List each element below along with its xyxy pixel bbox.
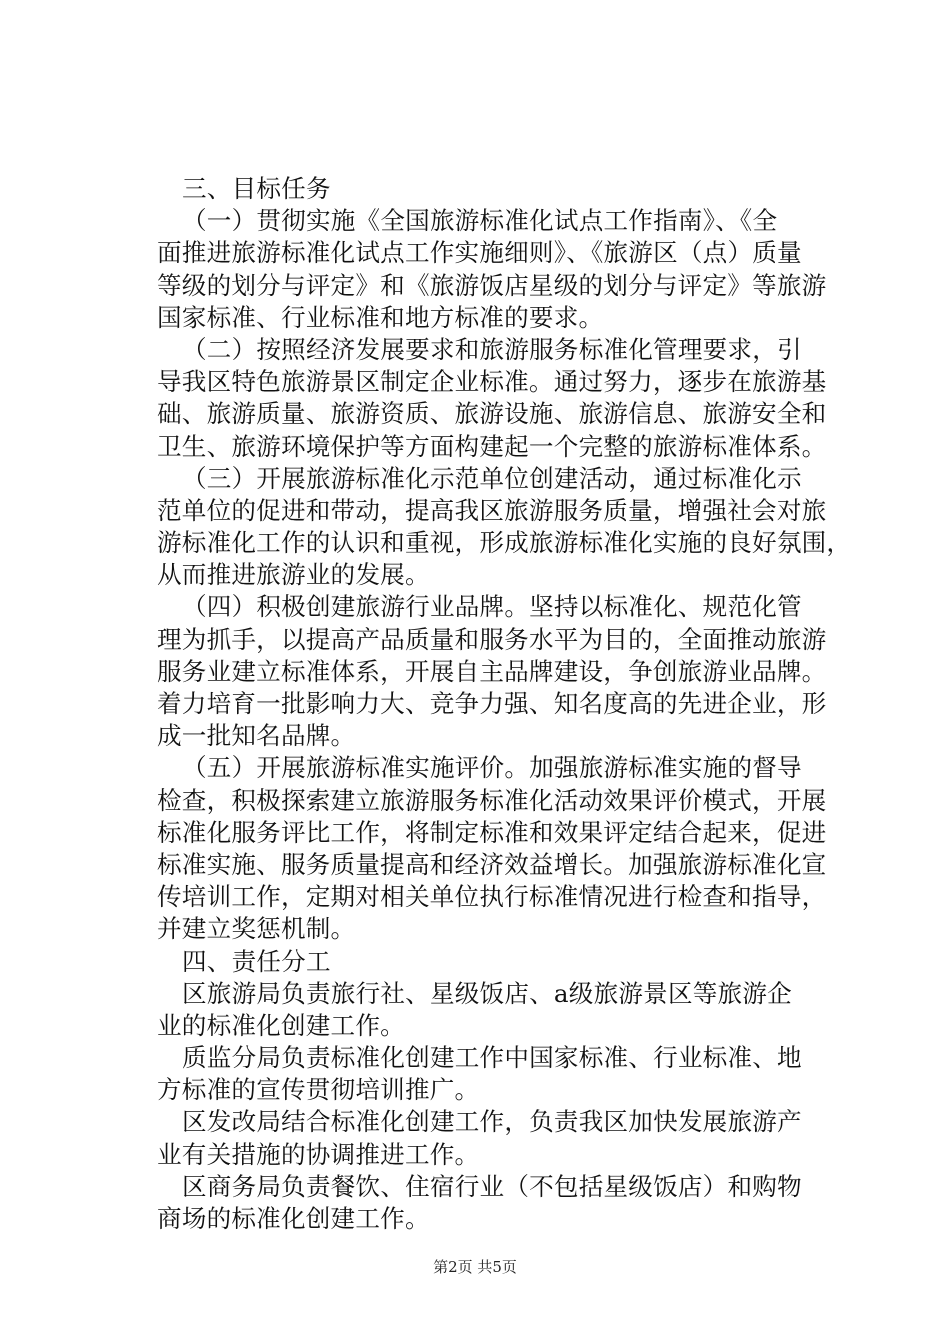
paragraph-line: 等级的划分与评定》和《旅游饭店星级的划分与评定》等旅游 bbox=[157, 270, 827, 300]
paragraph-first-line: （二）按照经济发展要求和旅游服务标准化管理要求，引 bbox=[182, 334, 802, 364]
paragraph-first-line: 四、责任分工 bbox=[182, 946, 331, 976]
paragraph-first-line: （三）开展旅游标准化示范单位创建活动，通过标准化示 bbox=[182, 463, 802, 493]
paragraph-first-line: 三、目标任务 bbox=[182, 174, 331, 203]
paragraph-line: 础、旅游质量、旅游资质、旅游设施、旅游信息、旅游安全和 bbox=[157, 399, 827, 429]
paragraph-line: 国家标准、行业标准和地方标准的要求。 bbox=[157, 302, 604, 332]
paragraph-line: 检查，积极探索建立旅游服务标准化活动效果评价模式，开展 bbox=[157, 785, 827, 815]
paragraph-first-line: （一）贯彻实施《全国旅游标准化试点工作指南》、《全 bbox=[182, 206, 778, 236]
paragraph-line: 方标准的宣传贯彻培训推广。 bbox=[157, 1075, 480, 1105]
paragraph-line: 业的标准化创建工作。 bbox=[157, 1010, 405, 1040]
paragraph-line: 业有关措施的协调推进工作。 bbox=[157, 1139, 480, 1169]
paragraph-first-line: 区发改局结合标准化创建工作，负责我区加快发展旅游产 bbox=[182, 1107, 802, 1137]
paragraph-line: 游标准化工作的认识和重视，形成旅游标准化实施的良好氛围， bbox=[157, 528, 852, 558]
paragraph-first-line: 质监分局负责标准化创建工作中国家标准、行业标准、地 bbox=[182, 1043, 802, 1073]
paragraph-line: 理为抓手，以提高产品质量和服务水平为目的，全面推动旅游 bbox=[157, 624, 827, 654]
paragraph-line: 导我区特色旅游景区制定企业标准。通过努力，逐步在旅游基 bbox=[157, 367, 827, 397]
paragraph-line: 成一批知名品牌。 bbox=[157, 721, 356, 751]
paragraph-line: 标准化服务评比工作，将制定标准和效果评定结合起来，促进 bbox=[157, 817, 827, 847]
paragraph-first-line: 区旅游局负责旅行社、星级饭店、a级旅游景区等旅游企 bbox=[182, 978, 792, 1008]
paragraph-first-line: （五）开展旅游标准实施评价。加强旅游标准实施的督导 bbox=[182, 753, 802, 783]
paragraph-line: 传培训工作，定期对相关单位执行标准情况进行检查和指导， bbox=[157, 882, 827, 912]
paragraph-line: 并建立奖惩机制。 bbox=[157, 914, 356, 944]
document-body bbox=[157, 173, 852, 1235]
paragraph-line: 面推进旅游标准化试点工作实施细则》、《旅游区（点）质量 bbox=[157, 238, 802, 268]
paragraph-line: 服务业建立标准体系，开展自主品牌建设，争创旅游业品牌。 bbox=[157, 656, 827, 686]
paragraph-line: 标准实施、服务质量提高和经济效益增长。加强旅游标准化宣 bbox=[157, 849, 827, 879]
paragraph-first-line: 区商务局负责餐饮、住宿行业（不包括星级饭店）和购物 bbox=[182, 1171, 802, 1201]
page-footer: 第2页 共5页 bbox=[433, 1258, 517, 1276]
paragraph-line: 从而推进旅游业的发展。 bbox=[157, 560, 430, 590]
paragraph-line: 商场的标准化创建工作。 bbox=[157, 1204, 430, 1233]
paragraph-line: 着力培育一批影响力大、竞争力强、知名度高的先进企业，形 bbox=[157, 689, 827, 718]
paragraph-first-line: （四）积极创建旅游行业品牌。坚持以标准化、规范化管 bbox=[182, 592, 802, 622]
paragraph-line: 卫生、旅游环境保护等方面构建起一个完整的旅游标准体系。 bbox=[157, 431, 827, 461]
paragraph-line: 范单位的促进和带动，提高我区旅游服务质量，增强社会对旅 bbox=[157, 495, 827, 525]
